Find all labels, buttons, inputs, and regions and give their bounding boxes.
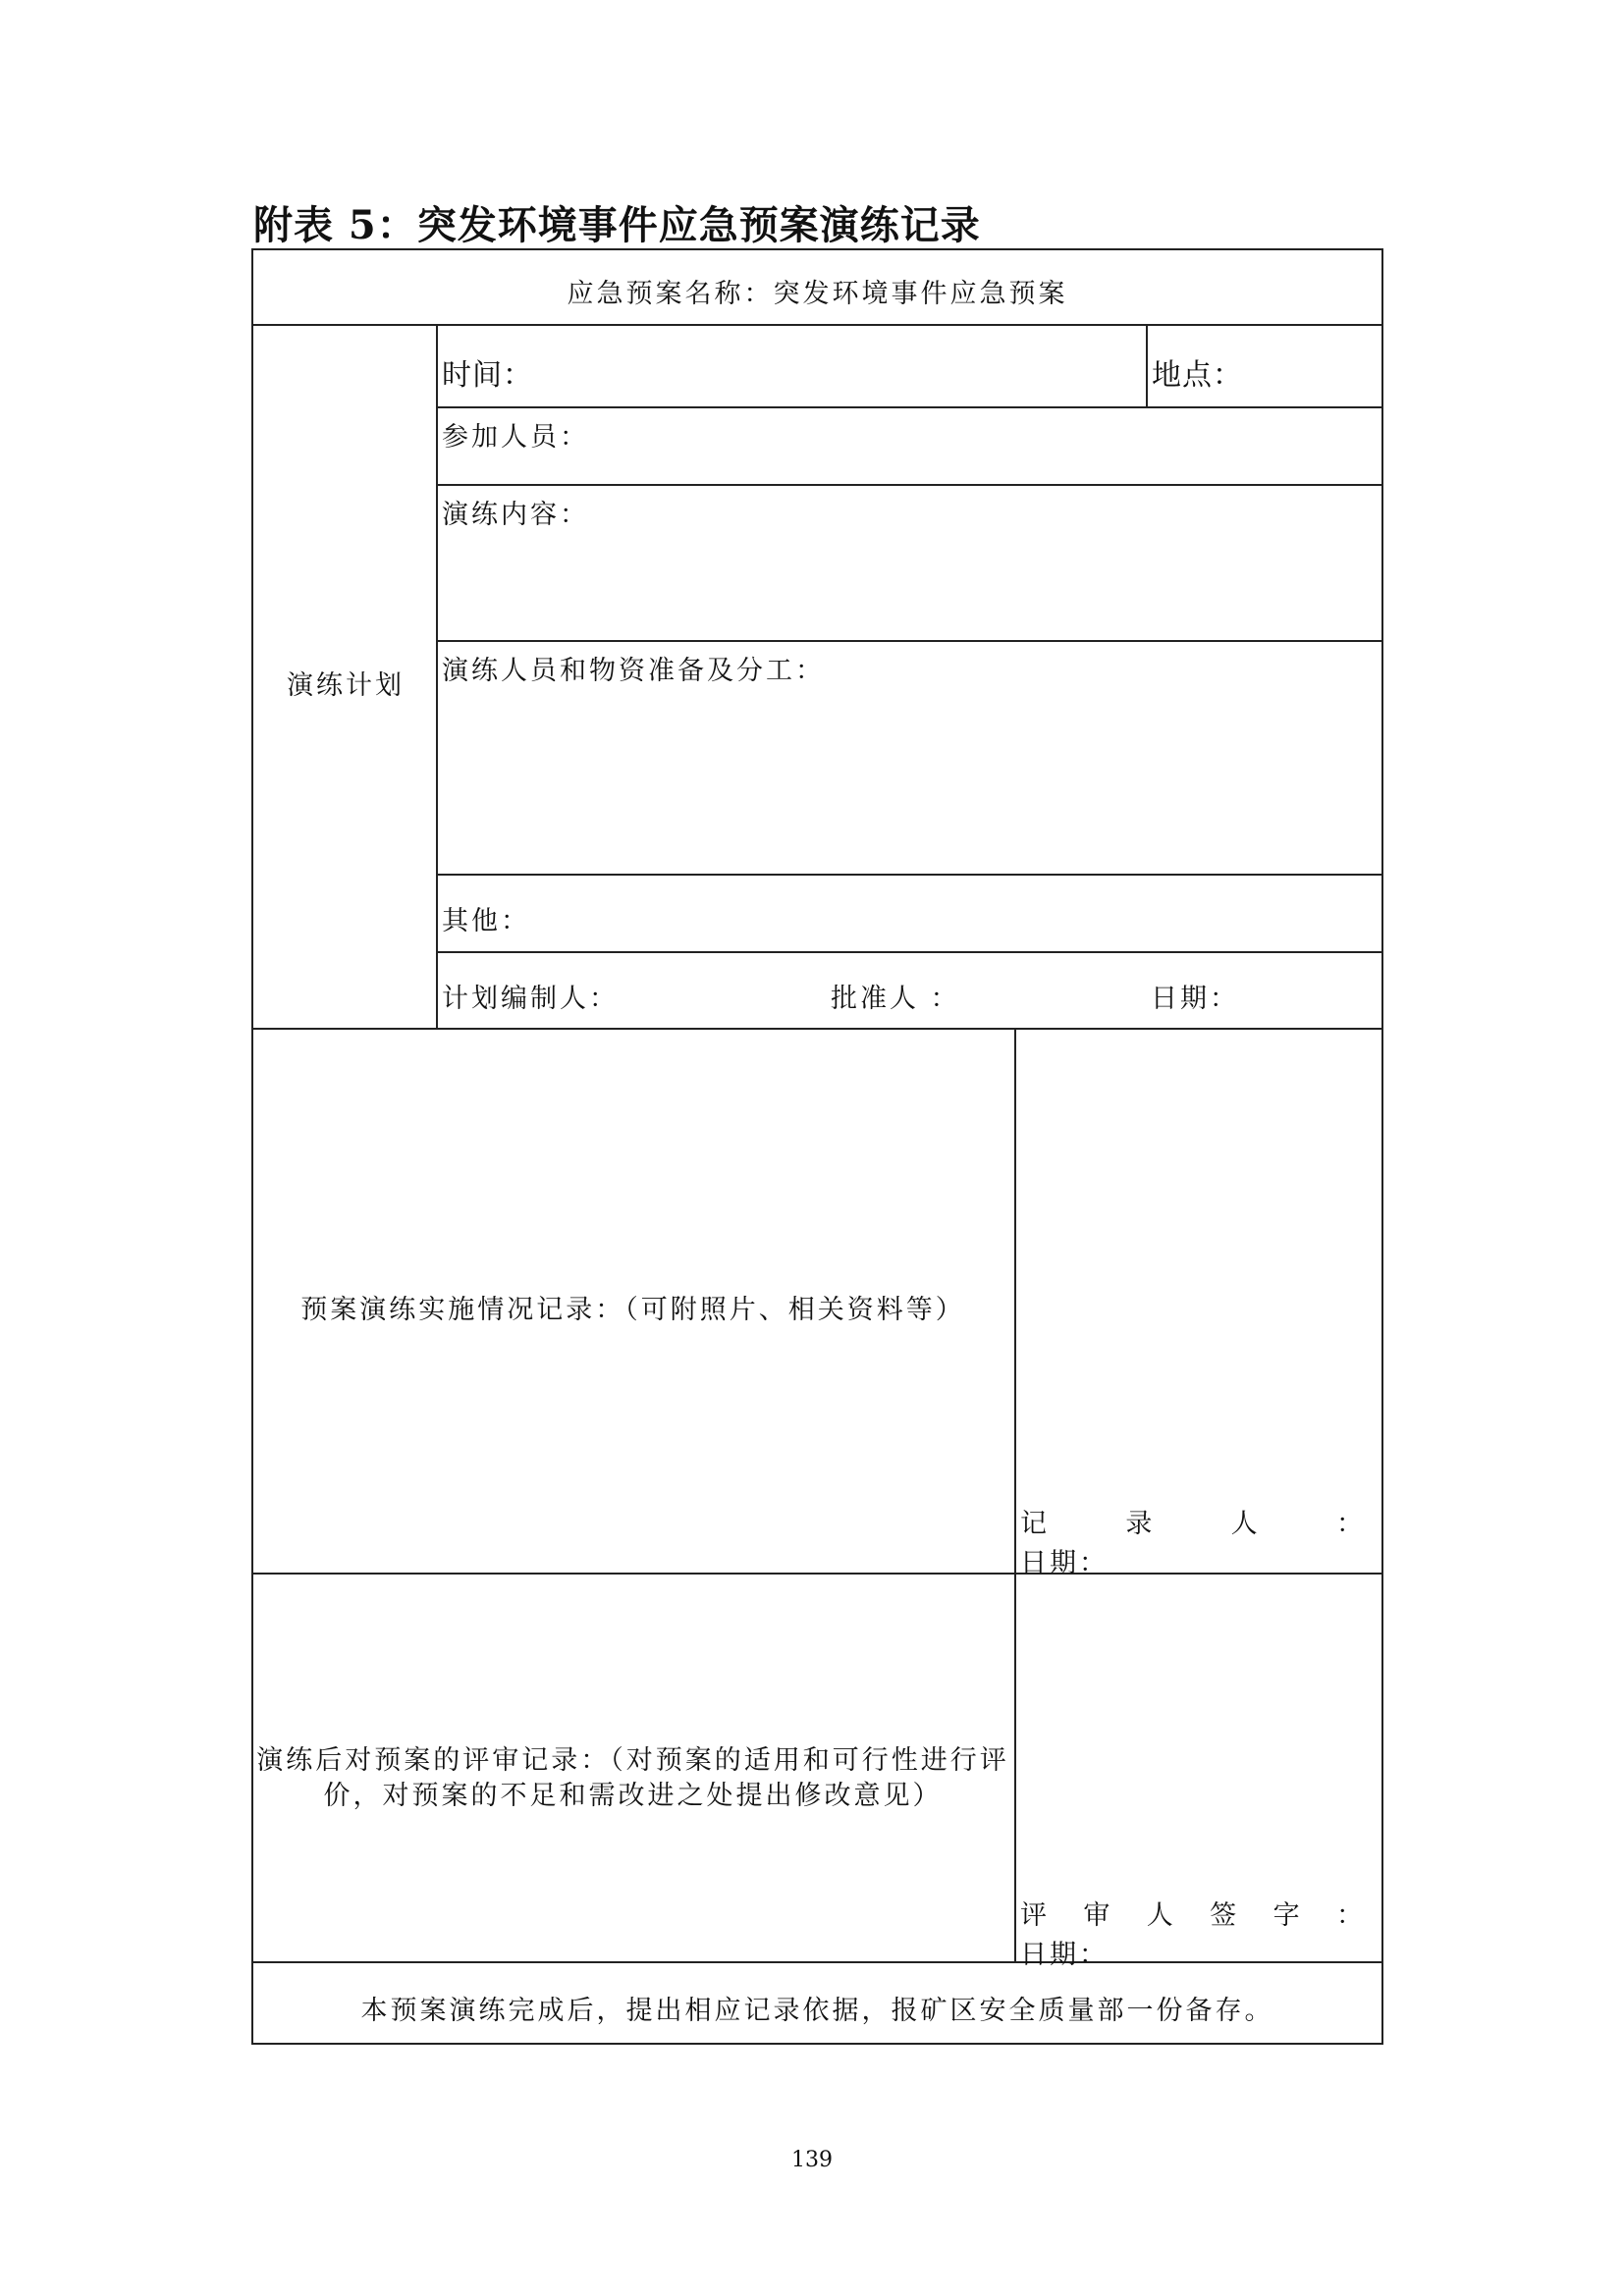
page-title: 附表 5：突发环境事件应急预案演练记录: [253, 202, 981, 248]
page-number: 139: [791, 2148, 833, 2172]
recorder-char: 录: [1125, 1509, 1156, 1539]
row-divider: [251, 1961, 1383, 1963]
reviewer-char: ：: [1335, 1900, 1366, 1931]
review-label-line1: 演练后对预案的评审记录：（对预案的适用和可行性进行评: [256, 1745, 1009, 1776]
recorder-char: ：: [1335, 1509, 1366, 1539]
review-label-line2: 价，对预案的不足和需改进之处提出修改意见）: [323, 1781, 943, 1811]
row-divider: [436, 406, 1383, 408]
other-label: 其他：: [442, 906, 530, 936]
footer-note: 本预案演练完成后，提出相应记录依据，报矿区安全质量部一份备存。: [360, 1996, 1274, 2026]
drill-plan-label: 演练计划: [287, 670, 405, 701]
row-divider: [251, 1573, 1383, 1575]
planner-label: 计划编制人：: [442, 984, 619, 1014]
location-label: 地点：: [1152, 358, 1243, 393]
recorder-line: [1020, 1502, 1366, 1540]
reviewer-char: 签: [1210, 1900, 1240, 1931]
implementation-date-label: 日期：: [1020, 1548, 1109, 1578]
reviewer-char: 人: [1146, 1900, 1176, 1931]
reviewer-char: 审: [1083, 1900, 1113, 1931]
plan-date-label: 日期：: [1151, 984, 1239, 1014]
review-date-label: 日期：: [1020, 1940, 1109, 1970]
reviewer-char: 评: [1020, 1900, 1050, 1931]
column-divider: [1146, 324, 1148, 406]
reviewer-line: [1020, 1894, 1366, 1932]
row-divider: [436, 874, 1383, 876]
time-label: 时间：: [442, 358, 533, 393]
row-divider: [436, 640, 1383, 642]
approver-label: 批准人 ：: [831, 984, 960, 1014]
recorder-char: 人: [1230, 1509, 1261, 1539]
staff-materials-label: 演练人员和物资准备及分工：: [442, 656, 825, 686]
recorder-char: 记: [1020, 1509, 1050, 1539]
row-divider: [436, 484, 1383, 486]
drill-content-label: 演练内容：: [442, 500, 589, 530]
row-divider: [251, 1028, 1383, 1030]
row-divider: [251, 324, 1383, 326]
row-divider: [436, 951, 1383, 953]
implementation-label: 预案演练实施情况记录：（可附照片、相关资料等）: [300, 1295, 965, 1325]
reviewer-char: 字: [1272, 1900, 1303, 1931]
participants-label: 参加人员：: [442, 422, 589, 453]
column-divider: [1014, 1028, 1016, 1961]
column-divider: [436, 324, 438, 1028]
plan-name: 应急预案名称：突发环境事件应急预案: [567, 279, 1068, 309]
